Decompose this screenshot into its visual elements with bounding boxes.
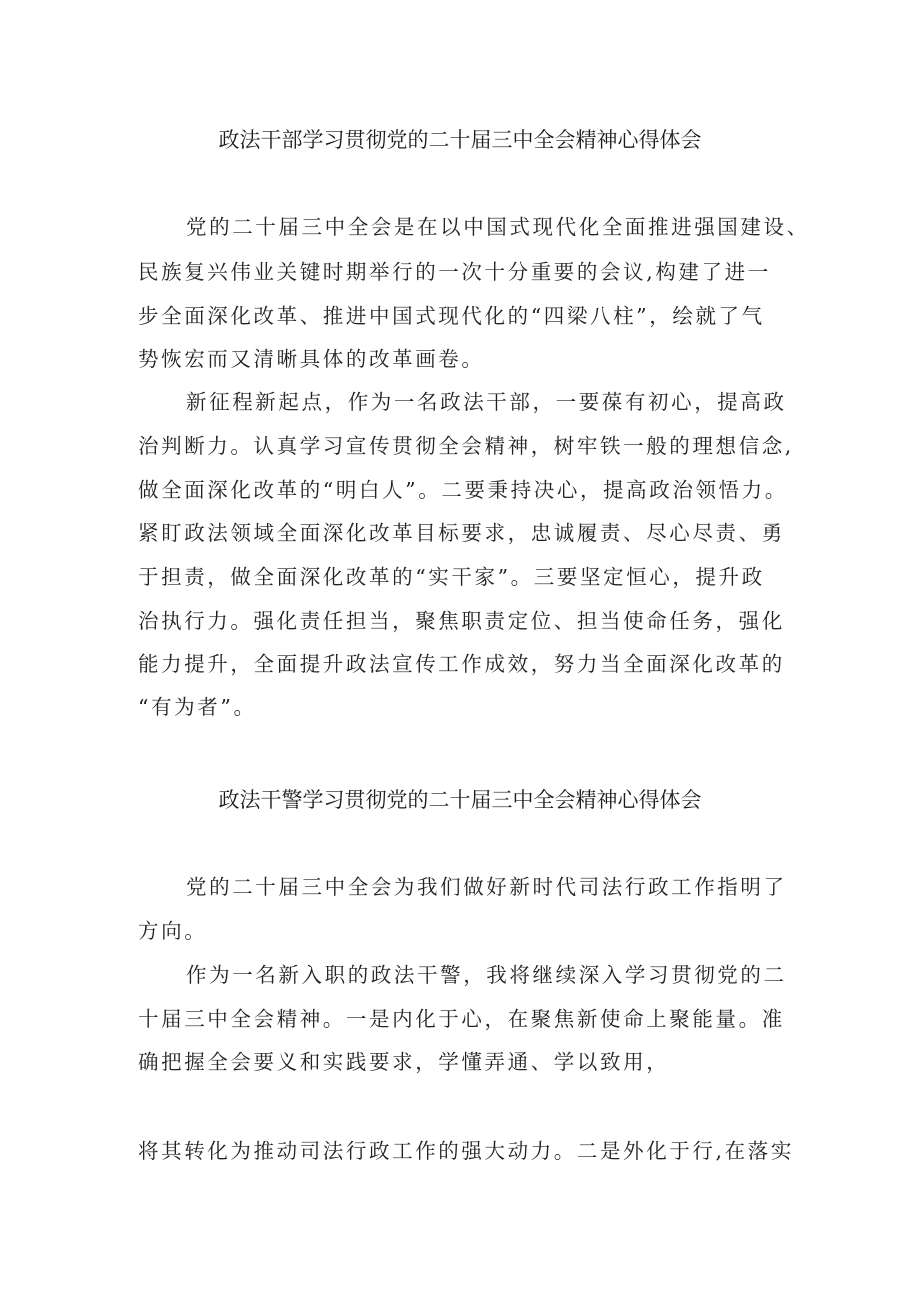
section2-line-3: 作为一名新入职的政法干警，我将继续深入学习贯彻党的二 [186,963,787,987]
section1-line-8: 紧盯政法领域全面深化改革目标要求，忠诚履责、尽心尽责、勇 [138,521,785,545]
section2-line-1: 党的二十届三中全会为我们做好新时代司法行政工作指明了 [186,875,787,899]
section2-line-6: 将其转化为推动司法行政工作的强大动力。二是外化于行,在落实 [138,1139,794,1163]
section1-line-12: “有为者”。 [138,695,257,719]
section1-line-6: 治判断力。认真学习宣传贯彻全会精神，树牢铁一般的理想信念, [138,434,794,458]
section1-line-3: 步全面深化改革、推进中国式现代化的“四梁八柱”，绘就了气 [138,304,765,328]
section1-line-1: 党的二十届三中全会是在以中国式现代化全面推进强国建设、 [186,215,810,239]
section1-title: 政法干部学习贯彻党的二十届三中全会精神心得体会 [218,128,702,152]
section1-line-10: 治执行力。强化责任担当，聚焦职责定位、担当使命任务，强化 [138,609,785,633]
section1-line-5: 新征程新起点，作为一名政法干部，一要葆有初心，提高政 [186,390,787,414]
section1-line-2: 民族复兴伟业关键时期举行的一次十分重要的会议,构建了进一 [138,260,771,284]
section2-line-4: 十届三中全会精神。一是内化于心，在聚焦新使命上聚能量。准 [138,1007,785,1031]
section2-line-5: 确把握全会要义和实践要求，学懂弄通、学以致用， [138,1050,670,1074]
section1-line-9: 于担责，做全面深化改革的“实干家”。三要坚定恒心，提升政 [138,565,765,589]
section2-line-2: 方向。 [138,919,208,943]
section1-line-11: 能力提升，全面提升政法宣传工作成效，努力当全面深化改革的 [138,652,785,676]
section2-title: 政法干警学习贯彻党的二十届三中全会精神心得体会 [218,788,702,812]
section1-line-7: 做全面深化改革的“明白人”。二要秉持决心，提高政治领悟力。 [138,478,788,502]
section1-line-4: 势恢宏而又清晰具体的改革画卷。 [138,347,485,371]
